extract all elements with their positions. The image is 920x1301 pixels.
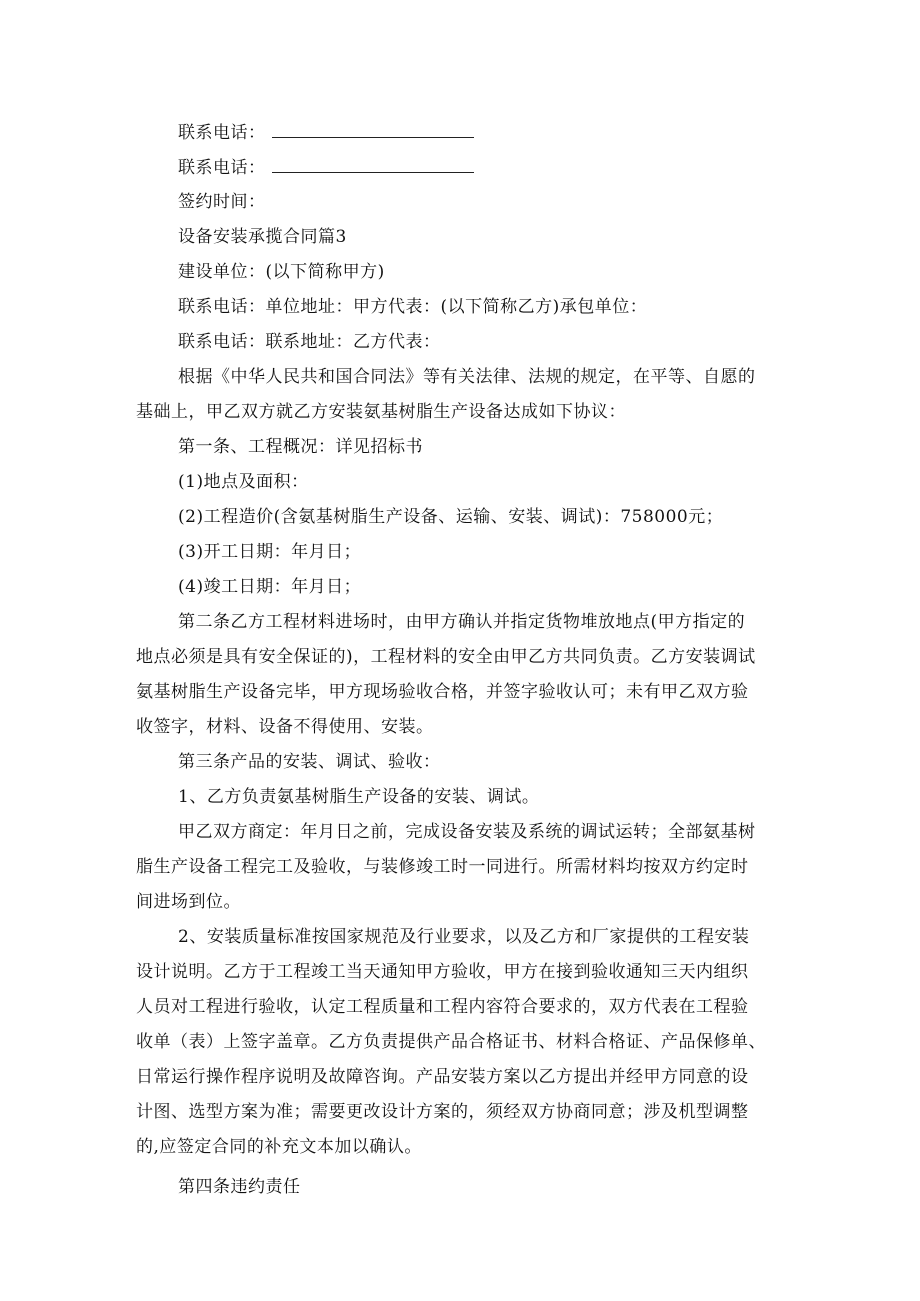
paragraph-line: 日常运行操作程序说明及故障咨询。产品安装方案以乙方提出并经甲方同意的设 <box>136 1067 749 1087</box>
blank-underline <box>272 121 474 138</box>
paragraph-line: 第二条乙方工程材料进场时，由甲方确认并指定货物堆放地点(甲方指定的 <box>178 612 746 632</box>
paragraph-line: 间进场到位。 <box>136 892 241 912</box>
paragraph-line: 收签字，材料、设备不得使用、安装。 <box>136 717 434 737</box>
paragraph-line: 1、乙方负责氨基树脂生产设备的安装、调试。 <box>178 787 540 807</box>
paragraph-line: 第三条产品的安装、调试、验收： <box>178 752 441 772</box>
paragraph-line: 收单（表）上签字盖章。乙方负责提供产品合格证书、材料合格证、产品保修单、 <box>136 1032 766 1052</box>
blank-underline <box>272 156 474 173</box>
paragraph-line: 根据《中华人民共和国合同法》等有关法律、法规的规定，在平等、自愿的 <box>178 367 756 387</box>
paragraph-line: 基础上，甲乙双方就乙方安装氨基树脂生产设备达成如下协议： <box>136 402 626 422</box>
contact-phone-line-2 <box>178 156 474 179</box>
paragraph-line: 的,应签定合同的补充文本加以确认。 <box>136 1137 422 1157</box>
paragraph-line: 2、安装质量标准按国家规范及行业要求，以及乙方和厂家提供的工程安装 <box>178 927 750 947</box>
paragraph-line: 设计说明。乙方于工程竣工当天通知甲方验收，甲方在接到验收通知三天内组织 <box>136 962 749 982</box>
paragraph-line: 氨基树脂生产设备完毕，甲方现场验收合格，并签字验收认可；未有甲乙双方验 <box>136 682 749 702</box>
paragraph-line: 建设单位：(以下简称甲方) <box>178 262 385 282</box>
paragraph-line: 地点必须是具有安全保证的)，工程材料的安全由甲乙方共同负责。乙方安装调试 <box>136 647 756 667</box>
paragraph-line: 第一条、工程概况：详见招标书 <box>178 437 423 457</box>
paragraph-line: 人员对工程进行验收，认定工程质量和工程内容符合要求的，双方代表在工程验 <box>136 997 749 1017</box>
section-heading: 第四条违约责任 <box>178 1177 301 1197</box>
paragraph-line: (3)开工日期：年月日； <box>178 542 362 562</box>
paragraph-line: 联系电话：联系地址：乙方代表： <box>178 332 441 352</box>
paragraph-line: (4)竣工日期：年月日； <box>178 577 362 597</box>
paragraph-line: (2)工程造价(含氨基树脂生产设备、运输、安装、调试)：758000元； <box>178 507 724 527</box>
section-heading: 设备安装承揽合同篇3 <box>178 227 347 247</box>
paragraph-line: 联系电话：单位地址：甲方代表：(以下简称乙方)承包单位： <box>178 297 648 317</box>
paragraph-line: (1)地点及面积： <box>178 472 309 492</box>
contact-phone-label-2: 联系电话： <box>178 158 266 178</box>
paragraph-line: 脂生产设备工程完工及验收，与装修竣工时一同进行。所需材料均按双方约定时 <box>136 857 749 877</box>
sign-date-line: 签约时间： <box>178 192 266 212</box>
contact-phone-label-1: 联系电话： <box>178 123 266 143</box>
paragraph-line: 甲乙双方商定：年月日之前，完成设备安装及系统的调试运转；全部氨基树 <box>178 822 756 842</box>
contact-phone-line-1 <box>178 121 474 144</box>
paragraph-line: 计图、选型方案为准；需要更改设计方案的，须经双方协商同意；涉及机型调整 <box>136 1102 749 1122</box>
